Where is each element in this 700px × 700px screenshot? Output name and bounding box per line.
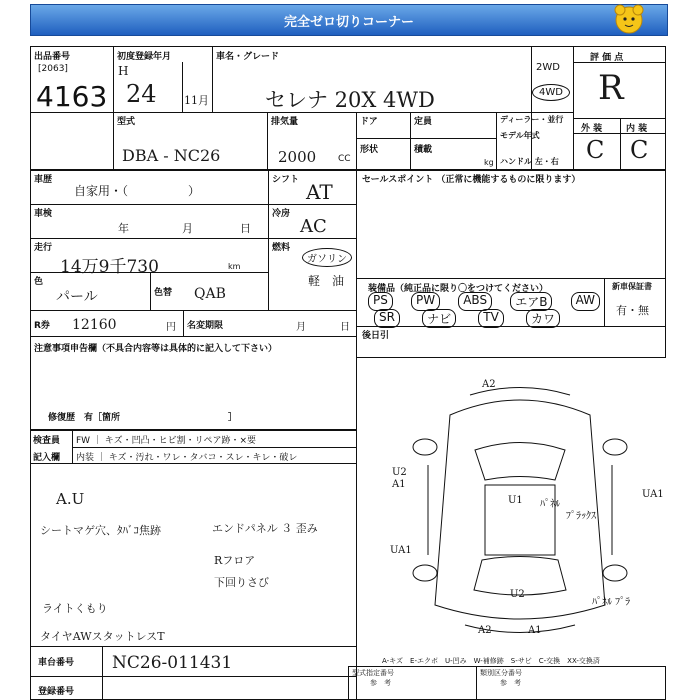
inspection-year: 年 xyxy=(118,222,129,235)
model-value: DBA - NC26 xyxy=(122,146,221,165)
yen-unit: 円 xyxy=(166,322,176,333)
shift-label: シフト xyxy=(272,175,300,185)
notice-label: 注意事項申告欄（不具合内容等は具体的に記入して下さい） xyxy=(34,344,278,354)
new-warranty-label: 新車保証書 xyxy=(612,282,652,291)
ac-value: AC xyxy=(300,216,327,237)
history-value: 自家用・（ ） xyxy=(74,184,201,198)
interior-row: 内装 ｜ キズ・汚れ・ワレ・タバコ・スレ・キレ・破レ xyxy=(76,453,298,463)
name-change-day: 日 xyxy=(340,322,350,333)
name-change-month: 月 xyxy=(296,322,306,333)
color-change-value: QAB xyxy=(194,286,226,302)
lot-no-label: 出品番号 xyxy=(34,52,71,62)
fw-row: FW ｜ キズ・凹凸・ヒビ割・リペア跡・×要 xyxy=(76,436,256,446)
warranty-value: 有・無 xyxy=(616,304,649,317)
entry-label: 記入欄 xyxy=(33,453,61,463)
car-windshield xyxy=(475,443,565,481)
equipment-item: SR xyxy=(374,309,400,328)
car-damage-note: ﾊﾟﾈﾙ xyxy=(540,499,560,510)
shape-label: 形状 xyxy=(360,145,379,155)
cc-unit: CC xyxy=(338,154,351,164)
fuel-label: 燃料 xyxy=(272,243,291,253)
banner-title: 完全ゼロ切りコーナー xyxy=(283,14,414,30)
note-7: タイヤAWスタットレスT xyxy=(40,630,165,643)
equipment-item: TV xyxy=(478,309,504,328)
car-damage-note: A1 xyxy=(392,479,406,490)
middle-right-frame xyxy=(356,170,666,358)
recycle-value: 12160 xyxy=(72,317,117,333)
exterior-value: C xyxy=(586,136,605,164)
wheel-rear-left xyxy=(413,565,437,581)
chassis-value: NC26-011431 xyxy=(112,653,233,673)
class-label: 類別区分番号 xyxy=(480,669,522,677)
lot-code: [2063] xyxy=(38,64,68,74)
note-3: エンドパネル ３ 歪み xyxy=(212,522,318,535)
note-1: A.U xyxy=(56,490,85,508)
km-unit: km xyxy=(228,262,241,271)
car-damage-note: U2 xyxy=(510,589,525,600)
car-name: セレナ 20X 4WD xyxy=(265,88,435,112)
note-4: Rフロア xyxy=(214,554,256,567)
page-banner xyxy=(30,4,668,36)
displacement-value: 2000 xyxy=(278,148,317,166)
era: H xyxy=(118,64,129,78)
inspection-day: 日 xyxy=(240,222,251,235)
rating-value: R xyxy=(598,68,624,108)
mileage-value: 14万9千730 xyxy=(60,257,159,277)
car-damage-note: U2 xyxy=(392,467,407,478)
equipment-item: PS xyxy=(368,292,393,311)
equipment-item: カワ xyxy=(526,309,560,328)
car-body-outline xyxy=(435,400,605,619)
interior-label: 内 装 xyxy=(626,124,648,134)
wheel-front-left xyxy=(413,439,437,455)
equipment-item: PW xyxy=(411,292,440,311)
note-2: シートマゲ穴、ﾀﾊﾞｺ焦跡 xyxy=(40,524,161,537)
car-damage-note: A2 xyxy=(478,625,492,636)
rear-seat-label: 後日引 xyxy=(362,331,390,341)
color-label: 色 xyxy=(34,277,44,287)
reg-year: 24 xyxy=(126,80,157,108)
equipment-item: AW xyxy=(571,292,600,311)
inspector-label: 検査員 xyxy=(33,436,61,446)
car-damage-note: ﾊﾟﾈﾙ ﾌﾟﾗ xyxy=(592,597,631,608)
color-change-label: 色替 xyxy=(154,288,173,298)
equipment-label: 装備品（純正品に限り〇をつけてください） xyxy=(368,284,549,294)
load-label: 積載 xyxy=(414,145,433,155)
class-ref: 参 考 xyxy=(500,679,521,687)
recycle-label: R券 xyxy=(34,321,50,331)
inspection-month: 月 xyxy=(182,222,193,235)
rating-label: 評 価 点 xyxy=(590,53,624,63)
history-label: 車歴 xyxy=(34,175,53,185)
registration-label: 登録番号 xyxy=(38,687,75,697)
car-damage-note: A2 xyxy=(482,379,496,390)
kg-unit: kg xyxy=(484,158,494,167)
inspection-label: 車検 xyxy=(34,209,53,219)
interior-value: C xyxy=(630,136,649,164)
wheel-front-right xyxy=(603,439,627,455)
shift-value: AT xyxy=(306,180,333,204)
mileage-label: 走行 xyxy=(34,243,53,253)
fuel-gasoline: ガソリン xyxy=(302,248,352,267)
lot-number: 4163 xyxy=(36,80,108,113)
model-label: 型式 xyxy=(117,117,136,127)
drive-2wd: 2WD xyxy=(536,62,560,73)
note-5: 下回りさび xyxy=(214,576,269,589)
equipment-item: ナビ xyxy=(422,309,456,328)
drive-4wd: 4WD xyxy=(532,84,570,101)
dealer-label: ディーラー・並行 xyxy=(500,115,564,124)
reg-month: 11月 xyxy=(184,94,209,107)
mascot-right-icon xyxy=(612,2,646,36)
car-damage-diagram xyxy=(370,375,670,645)
note-6: ライトくもり xyxy=(42,602,108,615)
model-year-label: モデル年式 xyxy=(500,131,540,140)
capacity-label: 定員 xyxy=(414,117,433,127)
repair-history: 修復歴 有［箇所 ］ xyxy=(48,413,238,423)
sales-point-label: セールスポイント （正常に機能するものに限ります） xyxy=(362,175,581,185)
equipment-item: エアB xyxy=(510,292,552,311)
spec-ref: 参 考 xyxy=(370,679,391,687)
spec-label: 型式指定番号 xyxy=(352,669,394,677)
car-damage-note: UA1 xyxy=(390,545,412,556)
car-damage-note: U1 xyxy=(508,495,523,506)
equipment-item: ABS xyxy=(458,292,492,311)
color-value: パール xyxy=(56,289,98,305)
handle-label: ハンドル 左・右 xyxy=(500,157,559,166)
displacement-label: 排気量 xyxy=(271,117,299,127)
wheel-rear-right xyxy=(603,565,627,581)
chassis-label: 車台番号 xyxy=(38,658,75,668)
car-name-label: 車名・グレード xyxy=(216,52,280,62)
car-damage-note: A1 xyxy=(528,625,542,636)
car-damage-note: ﾌﾟﾗｯｸｽ xyxy=(566,511,596,522)
fuel-diesel: 軽 油 xyxy=(308,274,345,288)
damage-legend: A-キズ E-エクボ U-凹み W-補修跡 S-サビ C-交換 XX-交換済 xyxy=(382,657,600,665)
first-reg-label: 初度登録年月 xyxy=(117,52,172,62)
ac-label: 冷房 xyxy=(272,209,291,219)
exterior-label: 外 装 xyxy=(581,124,603,134)
door-label: ドア xyxy=(360,117,378,127)
car-damage-note: UA1 xyxy=(642,489,664,500)
name-change-label: 名変期限 xyxy=(187,321,224,331)
